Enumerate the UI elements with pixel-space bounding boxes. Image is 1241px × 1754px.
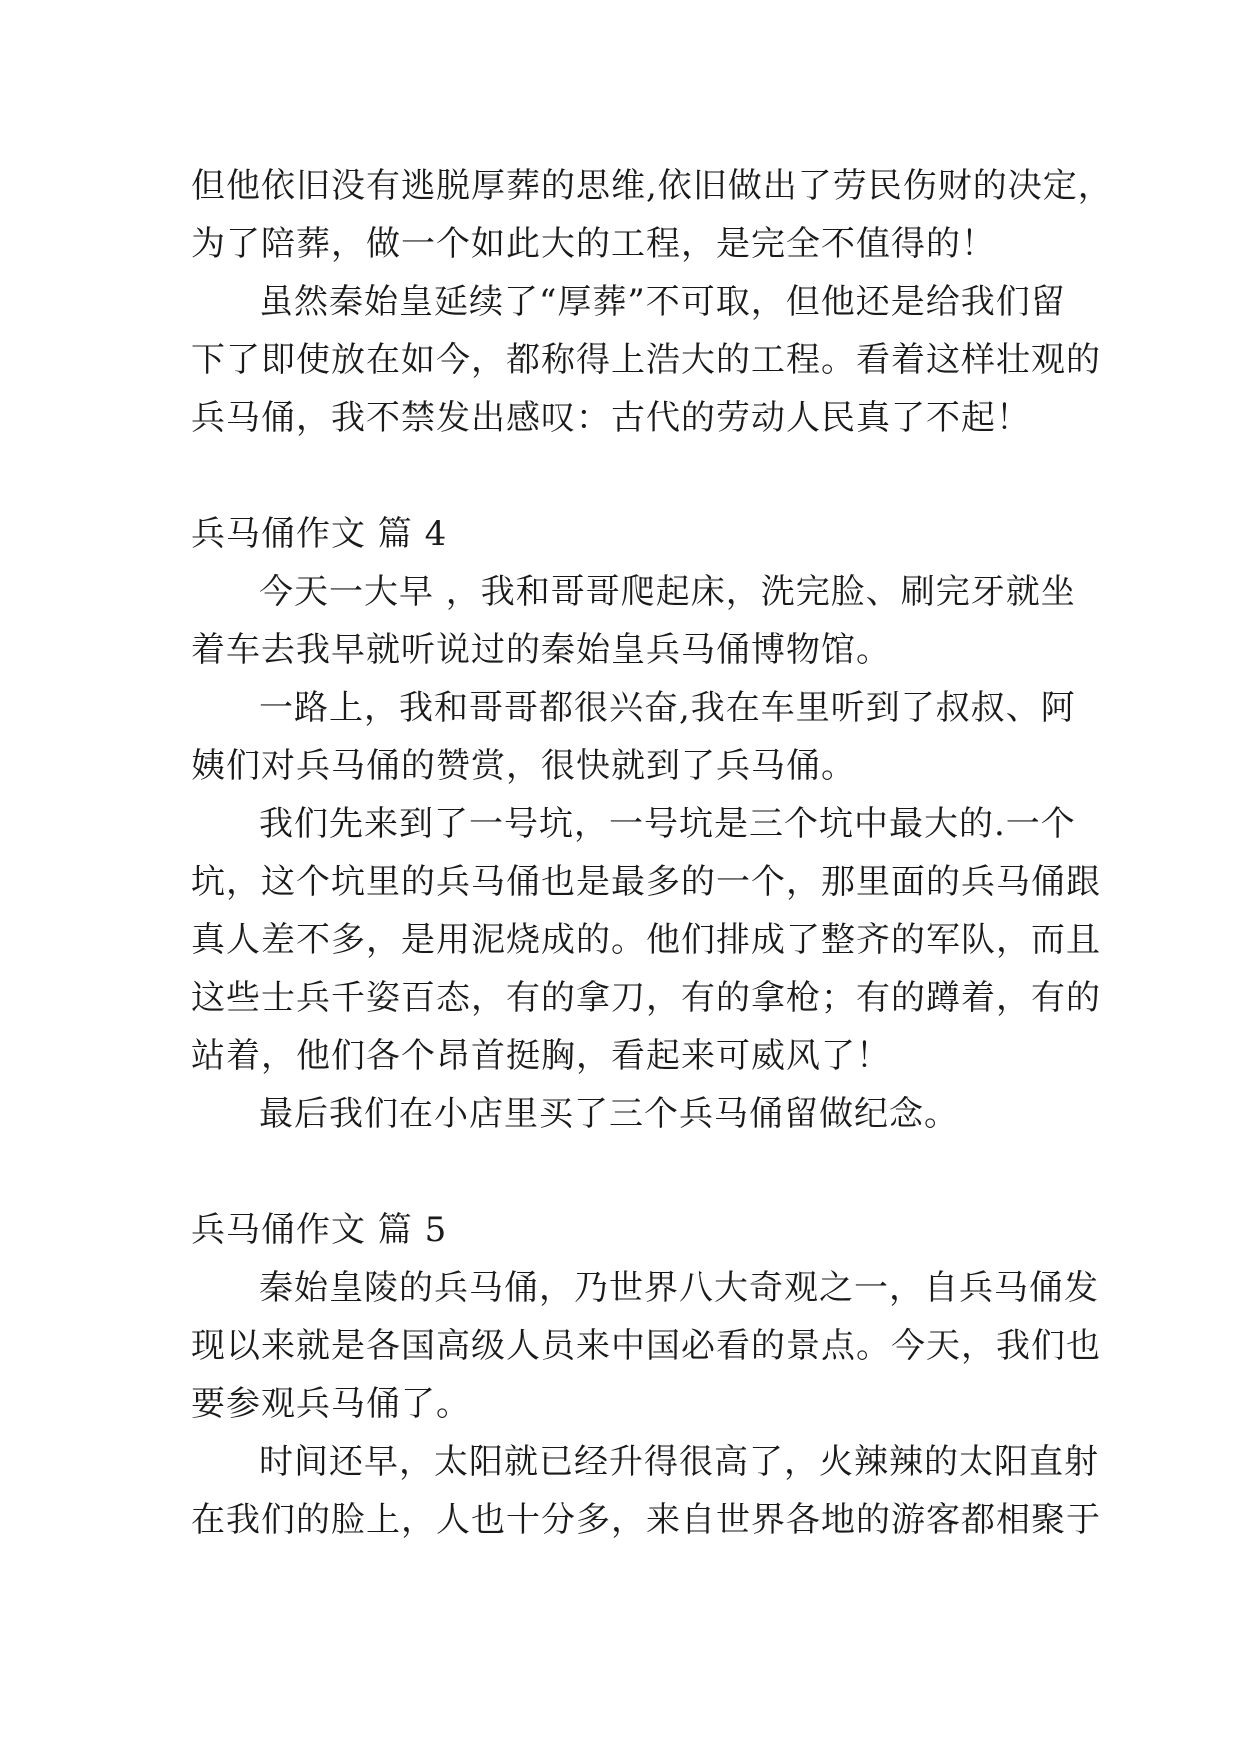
text-line: 要参观兵马俑了。 (191, 1384, 471, 1424)
text-line: 兵马俑，我不禁发出感叹：古代的劳动人民真了不起！ (191, 398, 1031, 438)
text-line: 真人差不多，是用泥烧成的。他们排成了整齐的军队，而且 (191, 920, 1101, 960)
text-line: 这些士兵千姿百态，有的拿刀，有的拿枪；有的蹲着，有的 (191, 978, 1101, 1018)
paragraph-first-line: 今天一大早 ，我和哥哥爬起床，洗完脸、刷完牙就坐 (259, 572, 1076, 612)
paragraph-first-line: 最后我们在小店里买了三个兵马俑留做纪念。 (259, 1094, 959, 1134)
text-line: 但他依旧没有逃脱厚葬的思维,依旧做出了劳民伤财的决定， (191, 166, 1113, 206)
paragraph-first-line: 一路上，我和哥哥都很兴奋,我在车里听到了叔叔、阿 (259, 688, 1076, 728)
text-line: 现以来就是各国高级人员来中国必看的景点。今天，我们也 (191, 1326, 1101, 1366)
text-line: 着车去我早就听说过的秦始皇兵马俑博物馆。 (191, 630, 891, 670)
text-line: 为了陪葬，做一个如此大的工程，是完全不值得的！ (191, 224, 996, 264)
text-line: 下了即使放在如今，都称得上浩大的工程。看着这样壮观的 (191, 340, 1101, 380)
paragraph-first-line: 时间还早，太阳就已经升得很高了，火辣辣的太阳直射 (259, 1442, 1099, 1482)
section-heading: 兵马俑作文 篇 4 (191, 514, 448, 554)
text-line: 坑，这个坑里的兵马俑也是最多的一个，那里面的兵马俑跟 (191, 862, 1101, 902)
text-line: 站着，他们各个昂首挺胸，看起来可威风了！ (191, 1036, 891, 1076)
paragraph-first-line: 秦始皇陵的兵马俑，乃世界八大奇观之一，自兵马俑发 (259, 1268, 1099, 1308)
text-line: 姨们对兵马俑的赞赏，很快就到了兵马俑。 (191, 746, 856, 786)
paragraph-first-line: 虽然秦始皇延续了“厚葬”不可取，但他还是给我们留 (259, 282, 1066, 322)
section-heading: 兵马俑作文 篇 5 (191, 1210, 448, 1250)
text-line: 在我们的脸上，人也十分多，来自世界各地的游客都相聚于 (191, 1500, 1101, 1540)
paragraph-first-line: 我们先来到了一号坑，一号坑是三个坑中最大的.一个 (259, 804, 1076, 844)
